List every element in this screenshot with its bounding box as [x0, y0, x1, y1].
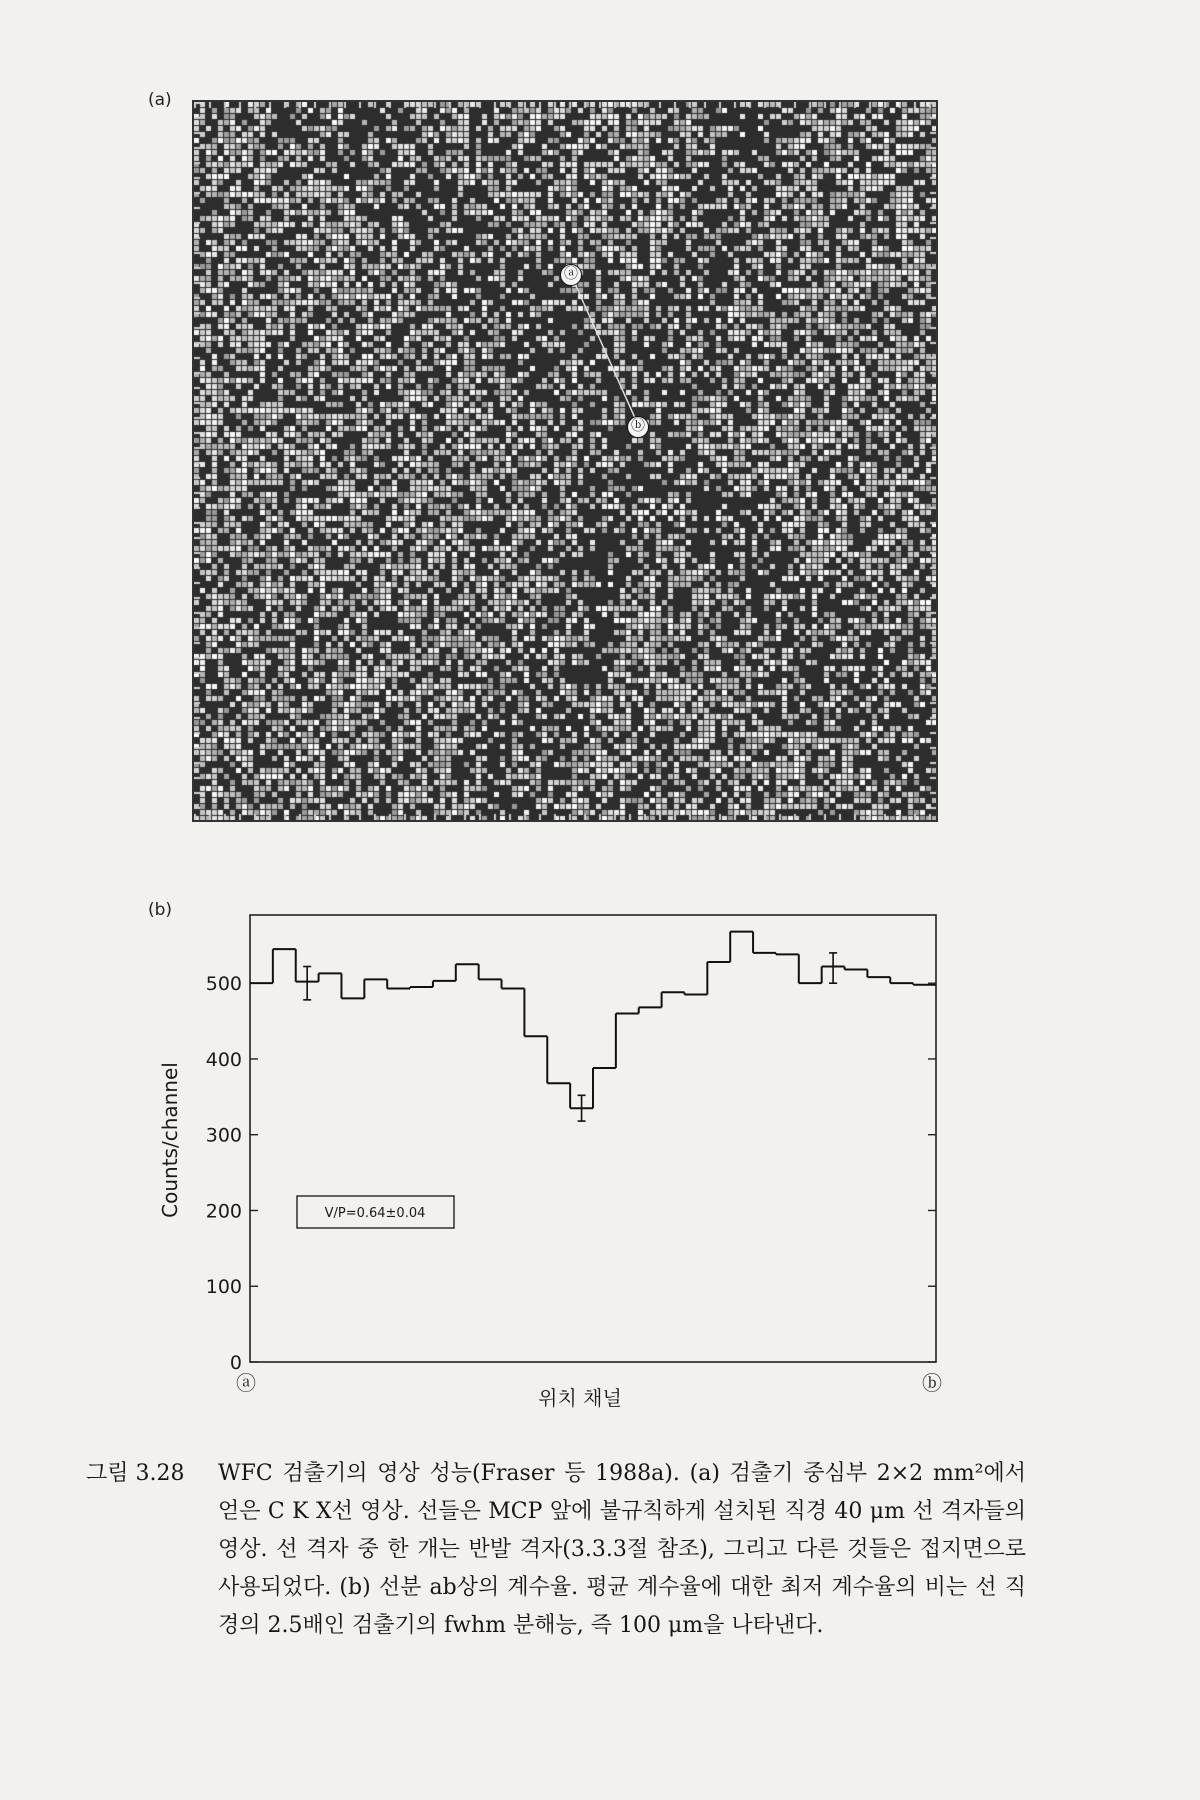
- y-tick-label-400: 400: [205, 1048, 242, 1071]
- marker-a: ⓐ: [560, 264, 582, 286]
- y-axis: [206, 973, 936, 1374]
- y-tick-label-100: 100: [205, 1276, 242, 1299]
- error-bar-2: [829, 953, 837, 983]
- panel-b-label: (b): [148, 900, 173, 920]
- x-end-label: ⓑ: [922, 1371, 942, 1395]
- annotation-text: V/P=0.64±0.04: [324, 1206, 426, 1221]
- caption-text: WFC 검출기의 영상 성능(Fraser 등 1988a). (a) 검출기 중심부 2×2 mm²에서 얻은 C K X선 영상. 선들은 MCP 앞에 불규칙하게 설치된 직경 40 μm 선 격자들의 영상. 선 격자 중 한 개는 반발 격자(3.3.3절 참조), 그리고 다른 것들은 접지면으로 사용되었다. (b) 선분 ab상의 계수율. 평균 계수율에 대한 최저 계수율의 비는 선 직경의 2.5배인 검출기의 fwhm 분해능, 즉 100 μm을 나타낸다.: [218, 1461, 1026, 1638]
- x-start-label: ⓐ: [236, 1371, 256, 1395]
- panel-a-label: (a): [148, 90, 172, 110]
- y-tick-label-200: 200: [205, 1200, 242, 1223]
- marker-b: ⓑ: [627, 416, 649, 438]
- caption-label: 그림 3.28: [86, 1461, 185, 1486]
- y-axis-label: Counts/channel: [158, 1062, 182, 1218]
- y-tick-label-300: 300: [205, 1124, 242, 1147]
- y-tick-label-500: 500: [205, 973, 242, 996]
- x-axis-label: 위치 채널: [538, 1386, 622, 1410]
- y-tick-label-0: 0: [229, 1352, 242, 1374]
- error-bar-0: [303, 967, 311, 1000]
